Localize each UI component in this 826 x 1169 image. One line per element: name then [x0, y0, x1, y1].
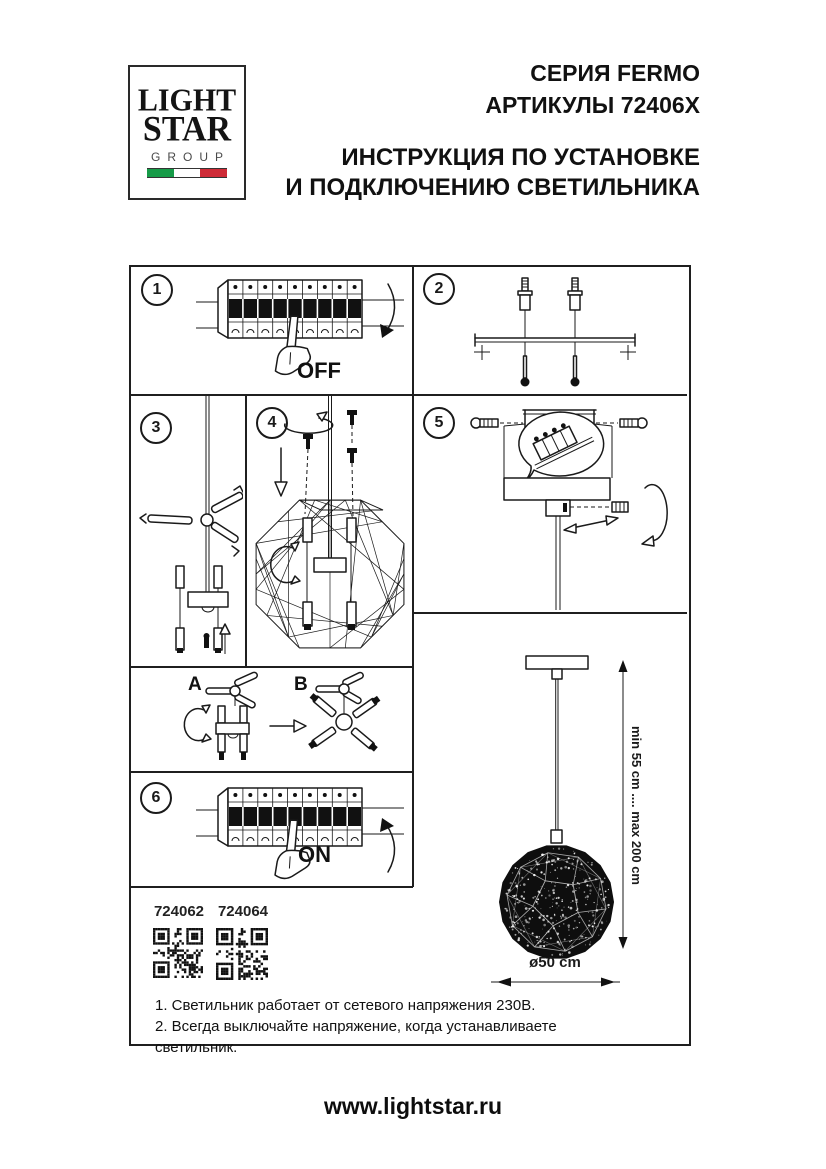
- height-dimension-arrow: [619, 660, 628, 949]
- grid-line-main-divider: [412, 265, 414, 887]
- logo-text-light: LIGHT: [137, 82, 237, 118]
- screw-icon: [347, 410, 357, 518]
- variant-b-label: B: [294, 674, 308, 695]
- spider-arms-icon: [140, 486, 243, 556]
- mounting-bracket-icon: [474, 334, 636, 360]
- lightstar-logo: [128, 65, 246, 200]
- logo-text-group: GROUP: [150, 150, 230, 165]
- faceted-sphere-icon: [500, 846, 614, 958]
- step2-bracket-drawing: [430, 272, 680, 392]
- diameter-dimension-arrow: [491, 978, 620, 987]
- arrow-right-icon: [270, 720, 306, 732]
- canopy-icon: [504, 478, 610, 516]
- step-1-badge: 1: [141, 274, 173, 306]
- article-code-724062: 724062: [153, 903, 205, 920]
- article-code-724064: 724064: [217, 903, 269, 920]
- series-title: СЕРИЯ FERMO: [530, 60, 700, 86]
- note-line-2: 2. Всегда выключайте напряжение, когда устанавливаете светильник.: [155, 1018, 557, 1056]
- step-5-badge: 5: [423, 407, 455, 439]
- qr-code-724062: [153, 928, 203, 978]
- anchor-screw-icon: [518, 278, 532, 338]
- breaker-panel-icon: [196, 788, 404, 846]
- screw-icon: [471, 418, 523, 428]
- variant-b-unfolded-icon: [308, 671, 381, 752]
- doc-title-line1: ИНСТРУКЦИЯ ПО УСТАНОВКЕ: [341, 144, 700, 171]
- rod-coupler-icon: [176, 566, 228, 653]
- website-url: www.lightstar.ru: [323, 1093, 503, 1119]
- italian-flag-icon: [147, 168, 227, 178]
- variant-ab-drawing: [130, 668, 413, 770]
- step-4-badge: 4: [256, 407, 288, 439]
- screw-icon: [596, 418, 647, 428]
- step4-shade-drawing: [247, 396, 412, 664]
- arrow-up-icon: [380, 818, 395, 872]
- safety-notes: [155, 995, 625, 1058]
- logo-text-star: STAR: [142, 110, 232, 150]
- height-dimension-label: min 55 cm .... max 200 cm: [629, 726, 644, 885]
- anchor-screw-icon: [568, 278, 582, 338]
- qr-code-724064: [216, 928, 268, 980]
- diameter-dimension-label: ø50 cm: [529, 954, 581, 971]
- step-2-badge: 2: [423, 273, 455, 305]
- terminal-detail-balloon: [519, 412, 604, 480]
- grid-line-qr-top: [129, 886, 413, 888]
- grid-line-step6-top: [129, 771, 413, 773]
- step3-rod-spider-drawing: [130, 396, 243, 664]
- step6-breaker-on-drawing: [192, 780, 410, 884]
- on-label: ON: [298, 842, 331, 867]
- set-screw-icon: [570, 502, 628, 512]
- long-screw-icon: [521, 342, 530, 387]
- rod-icon: [556, 516, 560, 610]
- doc-title-line2: И ПОДКЛЮЧЕНИЮ СВЕТИЛЬНИКА: [285, 174, 700, 201]
- articles-title: АРТИКУЛЫ 72406X: [485, 92, 700, 118]
- step-6-badge: 6: [140, 782, 172, 814]
- polyhedron-shade-icon: [256, 500, 404, 648]
- note-line-1: 1. Светильник работает от сетевого напряжения 230В.: [155, 997, 536, 1014]
- long-screw-icon: [571, 342, 580, 387]
- canopy-icon: [526, 656, 588, 679]
- rotate-arrow-icon: [285, 412, 333, 433]
- step5-mounting-drawing: [420, 396, 688, 612]
- breaker-panel-icon: [196, 280, 404, 338]
- step-3-badge: 3: [140, 412, 172, 444]
- off-label: OFF: [297, 358, 341, 383]
- suspension-rod-icon: [206, 396, 209, 594]
- variant-a-label: A: [188, 674, 202, 695]
- suspension-cable-icon: [551, 679, 562, 843]
- arrow-down-icon: [275, 448, 287, 496]
- arrow-down-icon: [380, 284, 395, 338]
